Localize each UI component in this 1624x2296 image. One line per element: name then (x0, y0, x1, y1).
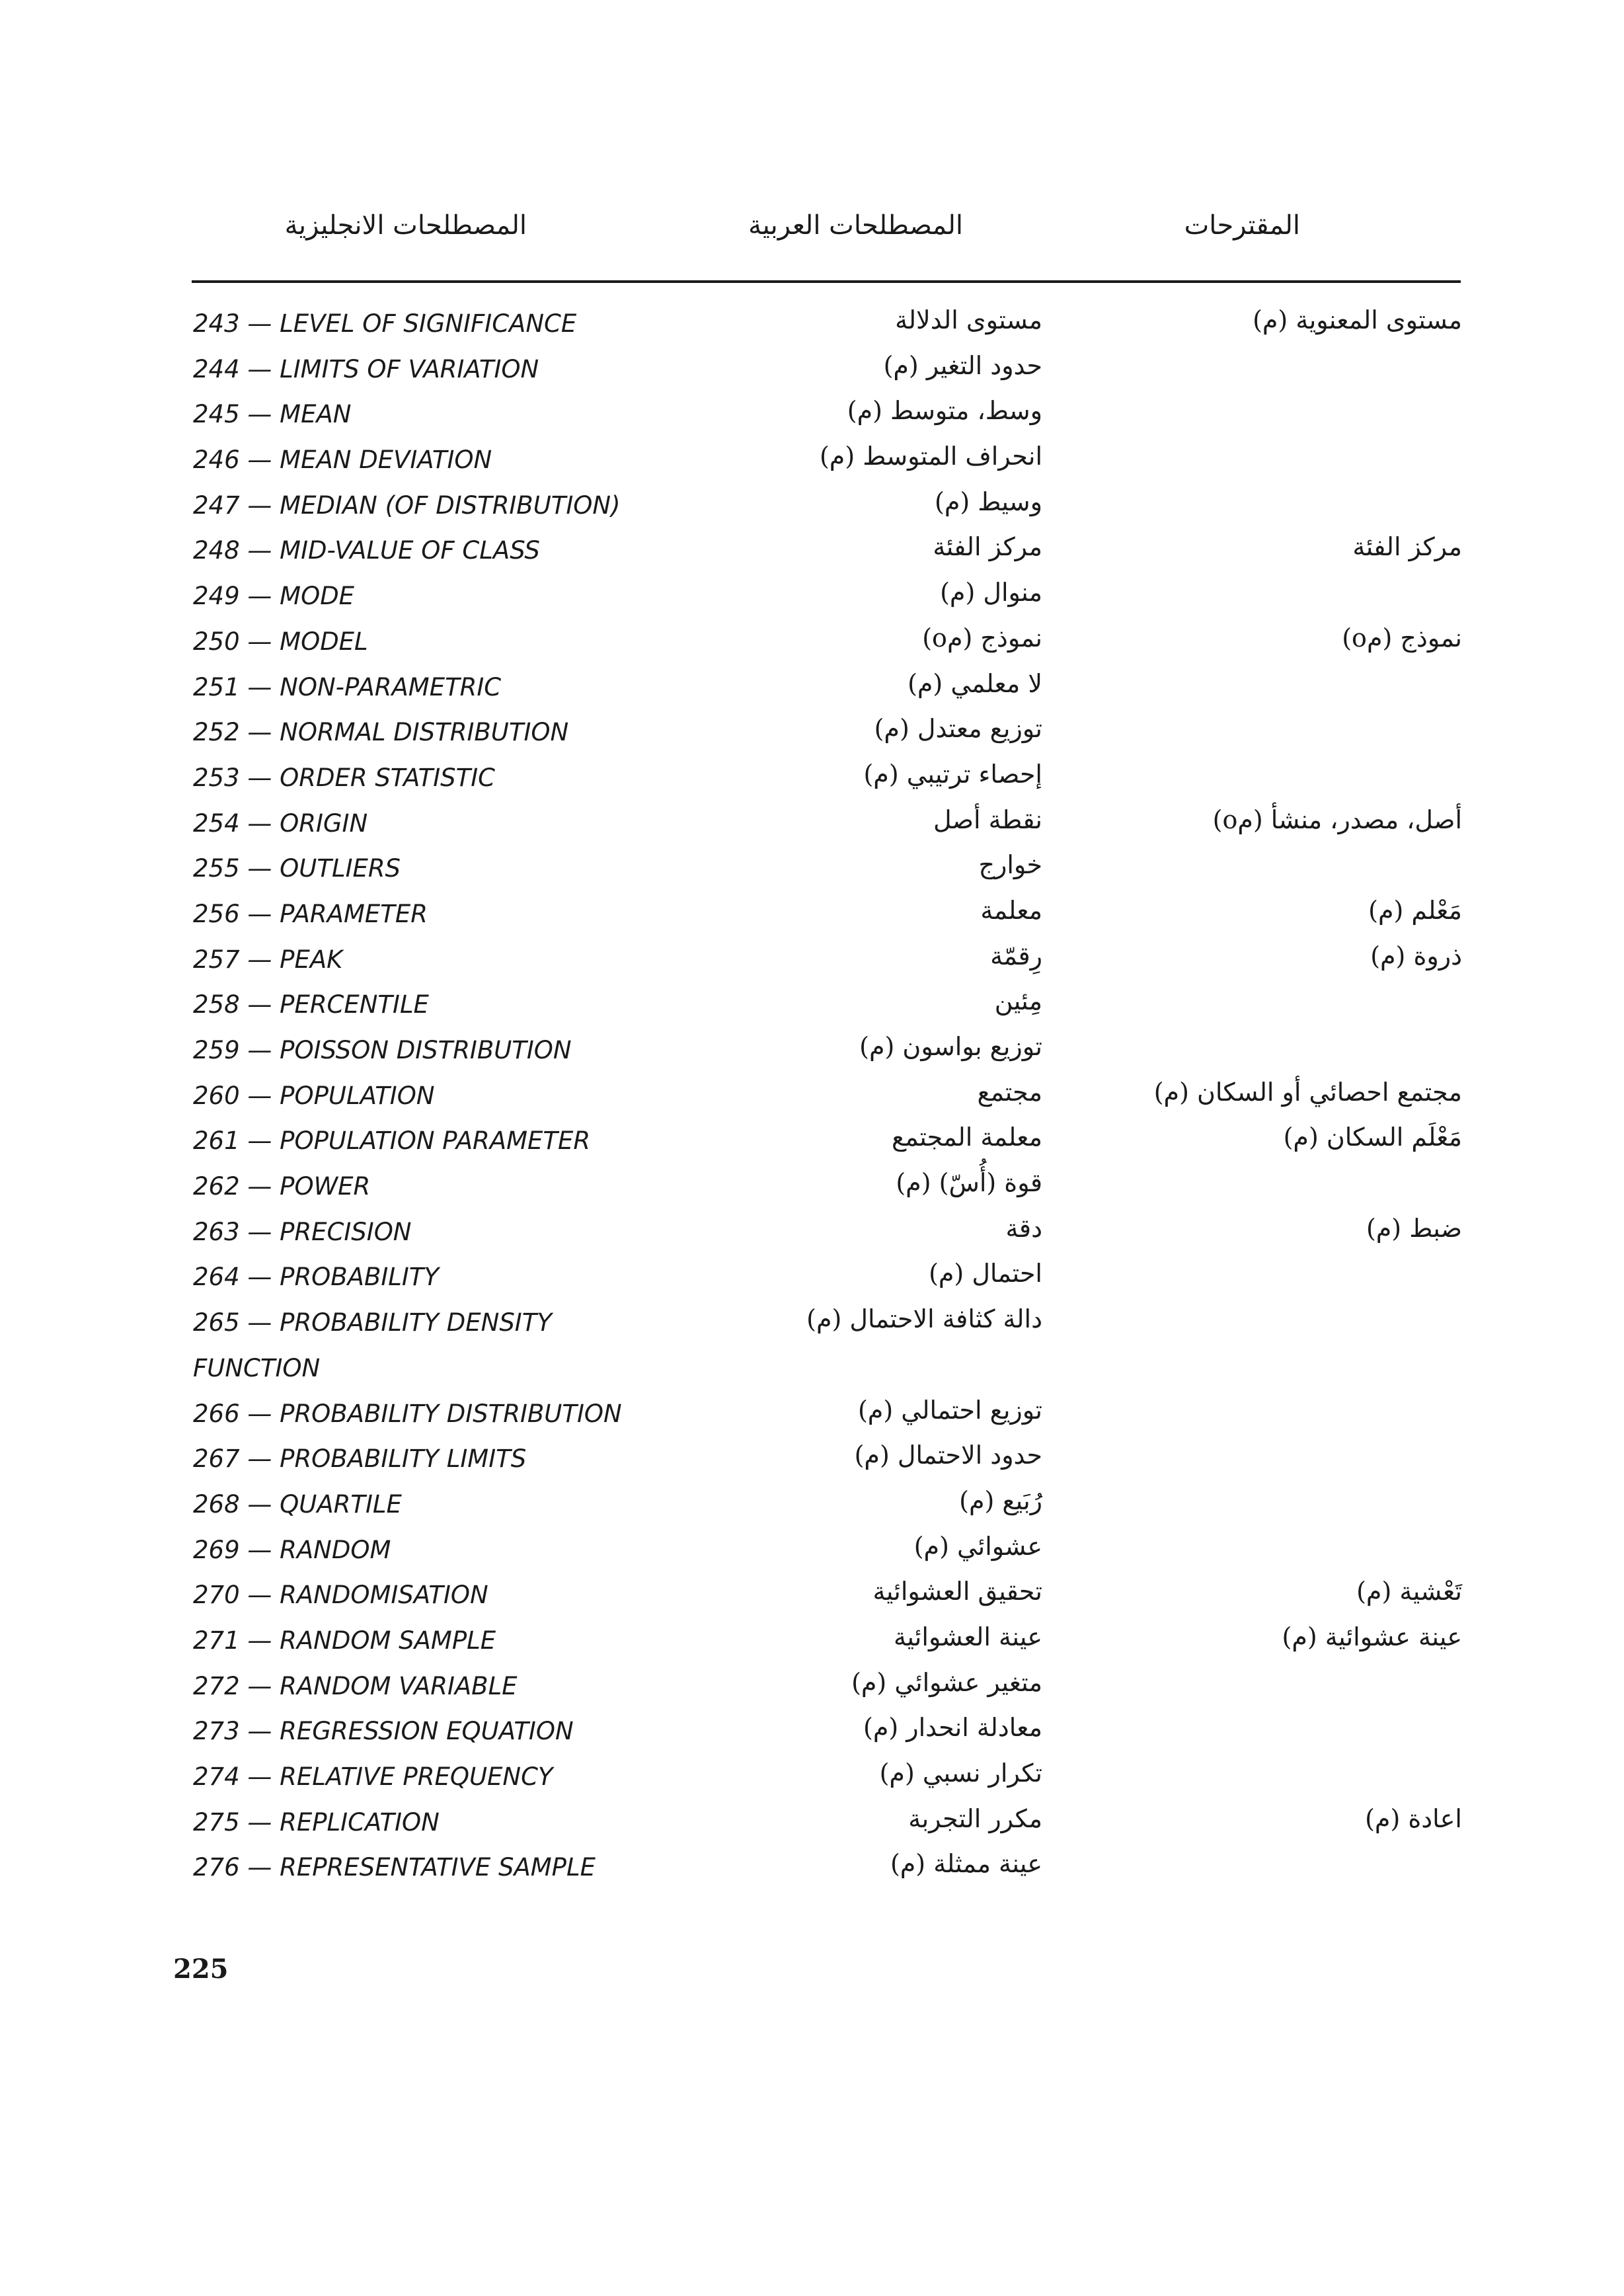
arabic-term: متغير عشوائي (م) (851, 1667, 1042, 1697)
glossary-row (0, 1168, 1624, 1218)
glossary-row (0, 1304, 1624, 1354)
english-term: 267 — PROBABILITY LIMITS (193, 1445, 527, 1474)
arabic-term: تكرار نسبي (م) (879, 1759, 1042, 1788)
column-headers (0, 210, 1624, 250)
arabic-term: إحصاء ترتيبي (م) (863, 759, 1042, 789)
suggested-term: نموذج (مo) (1342, 623, 1462, 653)
english-term: 249 — MODE (193, 582, 355, 611)
glossary-row (0, 1622, 1624, 1672)
english-term: 257 — PEAK (193, 945, 343, 974)
glossary-table (0, 305, 1624, 1899)
english-term: 259 — POISSON DISTRIBUTION (193, 1036, 572, 1064)
glossary-row (0, 1395, 1624, 1445)
glossary-row (0, 1354, 1624, 1400)
arabic-term: وسط، متوسط (م) (847, 396, 1042, 426)
arabic-term: توزيع احتمالي (م) (857, 1395, 1042, 1425)
english-term: 254 — ORIGIN (193, 809, 368, 838)
glossary-row (0, 668, 1624, 719)
arabic-term: توزيع معتدل (م) (874, 714, 1042, 744)
arabic-term: معلمة (980, 895, 1042, 925)
english-term: 247 — MEDIAN (OF DISTRIBUTION) (193, 491, 621, 520)
glossary-row (0, 759, 1624, 809)
arabic-term: نقطة أصل (933, 805, 1042, 834)
glossary-row (0, 1803, 1624, 1854)
arabic-term: مجتمع (977, 1077, 1042, 1107)
arabic-term: مِئين (994, 986, 1042, 1016)
glossary-row (0, 442, 1624, 491)
glossary-row (0, 487, 1624, 537)
glossary-row (0, 714, 1624, 764)
english-term: 261 — POPULATION PARAMETER (193, 1127, 591, 1156)
english-term: 275 — REPLICATION (193, 1807, 440, 1837)
glossary-row (0, 532, 1624, 582)
arabic-term: لا معلمي (م) (908, 668, 1042, 698)
arabic-term: توزيع بواسون (م) (859, 1032, 1042, 1061)
header-rule (192, 280, 1461, 283)
english-term: 248 — MID-VALUE OF CLASS (193, 536, 540, 565)
suggested-term: مجتمع احصائي أو السكان (م) (1153, 1077, 1462, 1107)
arabic-term: عينة العشوائية (893, 1622, 1042, 1651)
glossary-row (0, 305, 1624, 355)
arabic-term: رُبَيع (م) (959, 1485, 1042, 1515)
glossary-row (0, 1849, 1624, 1899)
arabic-term: رِقمّة (990, 941, 1042, 970)
english-term: FUNCTION (193, 1353, 321, 1382)
english-term: 250 — MODEL (193, 627, 368, 656)
glossary-row (0, 1077, 1624, 1127)
glossary-row (0, 1577, 1624, 1626)
glossary-row (0, 941, 1624, 991)
suggested-term: مركز الفئة (1352, 532, 1462, 562)
english-term: 276 — REPRESENTATIVE SAMPLE (193, 1853, 596, 1882)
arabic-term: معلمة المجتمع (892, 1123, 1042, 1152)
page-number: 225 (173, 1954, 229, 1985)
suggested-term: تَعْشية (م) (1356, 1577, 1462, 1606)
english-term: 269 — RANDOM (193, 1535, 391, 1564)
arabic-term: مستوى الدلالة (895, 305, 1042, 335)
glossary-row (0, 1531, 1624, 1581)
arabic-term: معادلة انحدار (م) (863, 1713, 1042, 1743)
arabic-term: مكرر التجربة (908, 1803, 1042, 1833)
english-term: 246 — MEAN DEVIATION (193, 446, 492, 475)
english-term: 268 — QUARTILE (193, 1489, 402, 1519)
english-term: 263 — PRECISION (193, 1217, 412, 1246)
english-term: 262 — POWER (193, 1172, 371, 1201)
glossary-row (0, 623, 1624, 673)
glossary-row (0, 578, 1624, 627)
arabic-term: تحقيق العشوائية (872, 1577, 1042, 1606)
arabic-term: حدود الاحتمال (م) (854, 1441, 1042, 1470)
english-term: 255 — OUTLIERS (193, 854, 401, 883)
english-term: 264 — PROBABILITY (193, 1263, 440, 1292)
english-term: 252 — NORMAL DISTRIBUTION (193, 718, 569, 747)
glossary-row (0, 1123, 1624, 1172)
header-suggestions: المقترحات (1184, 210, 1300, 241)
english-term: 265 — PROBABILITY DENSITY (193, 1308, 552, 1337)
glossary-row (0, 1259, 1624, 1308)
glossary-row (0, 1713, 1624, 1762)
glossary-row (0, 1759, 1624, 1808)
glossary-row (0, 1667, 1624, 1718)
arabic-term: احتمال (م) (929, 1259, 1042, 1288)
glossary-row (0, 850, 1624, 900)
suggested-term: مَعْلَم السكان (م) (1283, 1123, 1462, 1152)
glossary-row (0, 986, 1624, 1036)
english-term: 266 — PROBABILITY DISTRIBUTION (193, 1399, 622, 1428)
english-term: 256 — PARAMETER (193, 899, 428, 928)
english-term: 274 — RELATIVE PREQUENCY (193, 1762, 553, 1791)
arabic-term: دالة كثافة الاحتمال (م) (806, 1304, 1042, 1334)
english-term: 244 — LIMITS OF VARIATION (193, 354, 539, 383)
arabic-term: منوال (م) (940, 578, 1042, 608)
arabic-term: مركز الفئة (933, 532, 1042, 562)
english-term: 253 — ORDER STATISTIC (193, 763, 495, 792)
english-term: 270 — RANDOMISATION (193, 1581, 488, 1610)
arabic-term: انحراف المتوسط (م) (819, 442, 1042, 471)
arabic-term: قوة (أُسّ) (م) (896, 1168, 1042, 1198)
glossary-row (0, 1441, 1624, 1490)
suggested-term: ضبط (م) (1366, 1213, 1462, 1243)
arabic-term: خوارج (978, 850, 1042, 880)
header-arabic-terms: المصطلحات العربية (748, 210, 963, 241)
english-term: 251 — NON-PARAMETRIC (193, 672, 502, 701)
english-term: 273 — REGRESSION EQUATION (193, 1717, 574, 1746)
glossary-row (0, 1032, 1624, 1082)
arabic-term: عينة ممثلة (م) (890, 1849, 1042, 1879)
suggested-term: مستوى المعنوية (م) (1253, 305, 1462, 335)
english-term: 258 — PERCENTILE (193, 990, 429, 1019)
glossary-row (0, 805, 1624, 855)
suggested-term: أصل، مصدر، منشأ (مo) (1212, 805, 1462, 834)
suggested-term: اعادة (م) (1365, 1803, 1462, 1833)
glossary-row (0, 1485, 1624, 1536)
arabic-term: دقة (1005, 1213, 1042, 1243)
english-term: 272 — RANDOM VARIABLE (193, 1671, 518, 1700)
glossary-row (0, 350, 1624, 401)
arabic-term: حدود التغير (م) (883, 350, 1042, 380)
arabic-term: نموذج (مo) (922, 623, 1042, 653)
arabic-term: وسيط (م) (935, 487, 1042, 516)
english-term: 245 — MEAN (193, 400, 352, 429)
glossary-row (0, 1213, 1624, 1263)
glossary-row (0, 895, 1624, 945)
suggested-term: مَعْلم (م) (1368, 895, 1462, 925)
arabic-term: عشوائي (م) (913, 1531, 1042, 1561)
suggested-term: عينة عشوائية (م) (1282, 1622, 1462, 1651)
english-term: 271 — RANDOM SAMPLE (193, 1626, 496, 1655)
header-english-terms: المصطلحات الانجليزية (284, 210, 527, 241)
english-term: 260 — POPULATION (193, 1081, 435, 1110)
glossary-row (0, 396, 1624, 446)
english-term: 243 — LEVEL OF SIGNIFICANCE (193, 309, 577, 338)
suggested-term: ذروة (م) (1370, 941, 1462, 970)
